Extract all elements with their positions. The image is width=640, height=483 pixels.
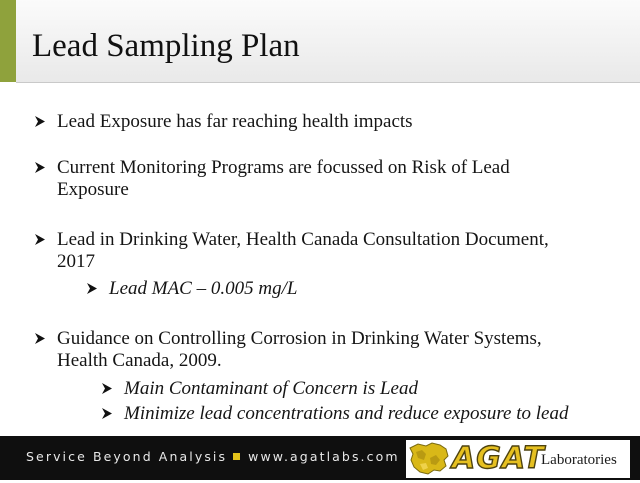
sub-bullet-text: Lead MAC – 0.005 mg/L [109,278,298,299]
bullet-text: Current Monitoring Programs are focussed on Risk of Lead Exposure [57,157,510,200]
website-link[interactable]: www.agatlabs.com [248,449,400,464]
sub-bullet-text: Main Contaminant of Concern is Lead [124,378,418,399]
arrow-bullet-icon [86,278,98,298]
sub-bullet-text: Minimize lead concentrations and reduce exposure to lead [124,403,569,424]
square-separator-icon [233,453,240,460]
bullet-item [34,229,549,273]
arrow-bullet-icon [34,157,46,177]
slide-title: Lead Sampling Plan [32,28,300,64]
agat-logo [406,440,630,478]
tagline-text: Service Beyond Analysis [26,449,228,464]
arrow-bullet-icon [34,229,46,249]
bullet-text: Lead in Drinking Water, Health Canada Consultation Document, 2017 [57,229,549,272]
arrow-bullet-icon [34,328,46,348]
arrow-bullet-icon [101,403,113,423]
logo-wordmark: AGAT [452,441,545,476]
bullet-item [34,111,413,133]
bullet-text: Guidance on Controlling Corrosion in Drinking Water Systems, Health Canada, 2009. [57,328,542,371]
bullet-item [34,157,510,201]
arrow-bullet-icon [101,378,113,398]
logo-subtitle: Laboratories [541,452,617,468]
sub-bullet-item [101,403,568,425]
bullet-text: Lead Exposure has far reaching health impacts [57,111,413,132]
title-accent-bar [0,0,16,82]
arrow-bullet-icon [34,111,46,131]
footer-tagline [26,449,400,464]
bullet-item [34,328,542,372]
agat-map-logo-icon [406,440,452,478]
title-divider [16,82,640,83]
sub-bullet-item [101,378,418,400]
sub-bullet-item [86,278,297,300]
